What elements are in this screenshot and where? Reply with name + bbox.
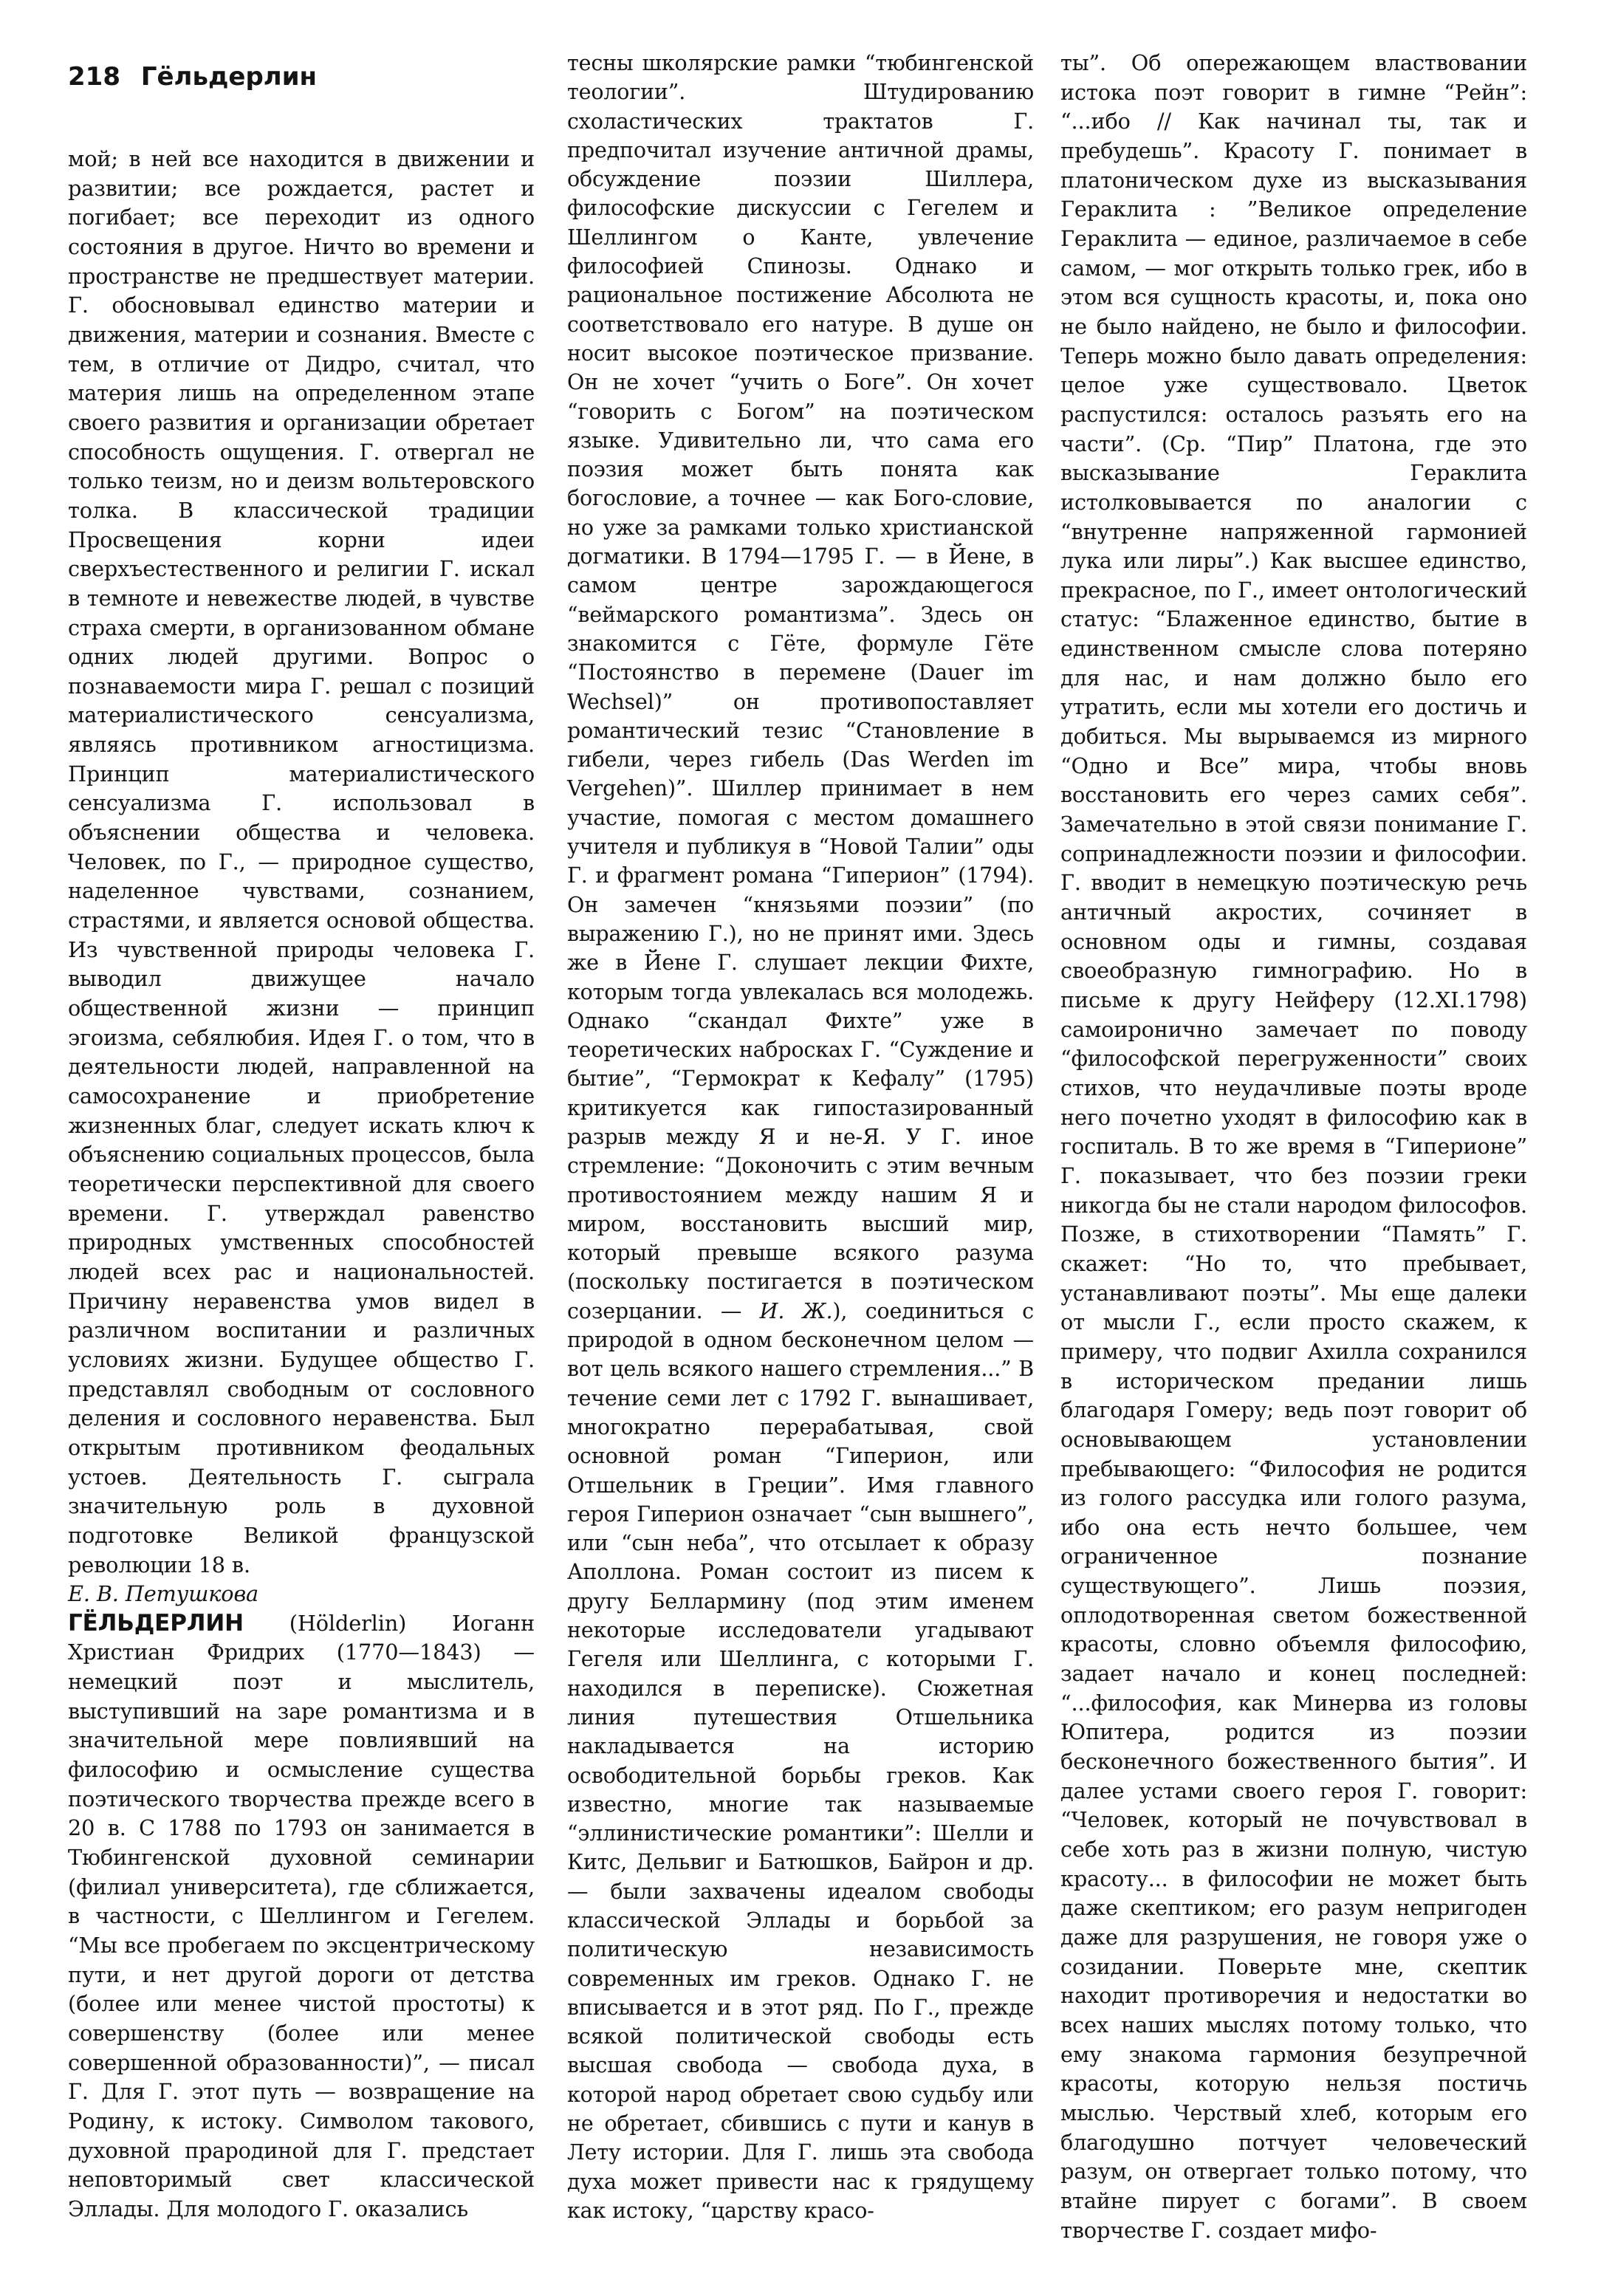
article-body-paragraph: мой; в ней все находится в движении и развитии; все рождается, растет и погибает; все переходит из одного состояния в другое. Ничто во времени и пространстве не предшествует материи. Г. обосновывал единство материи и движения, материи и сознания. Вместе с тем, в отличие от Дидро, считал, что материя лишь на определенном этапе своего развития и организации обретает способность ощущения. Г. отвергал не только теизм, но и деизм вольтеровского толка. В классической традиции Просвещения корни идеи сверхъестественного и религии Г. искал в темноте и невежестве людей, в чувстве страха смерти, в организованном обмане одних людей другими. Вопрос о познаваемости мира Г. решал с позиций материалистического сенсуализма, являясь противником агностицизма. Принцип материалистического сенсуализма Г. использовал в объяснении общества и человека. Человек, по Г., — природное существо, наделенное чувствами, сознанием, страстями, и является основой общества. Из чувственной природы человека Г. выводил движущее начало общественной жизни — принцип эгоизма, себялюбия. Идея Г. о том, что в деятельности людей, направленной на самосохранение и приобретение жизненных благ, следует искать ключ к объяснению социальных процессов, была теоретически перспективной для своего времени. Г. утверждал равенство природных умственных способностей людей всех рас и национальностей. Причину неравенства умов видел в различном воспитании и различных условиях жизни. Будущее общество Г. представлял свободным от сословного деления и сословного неравенства. Был открытым противником феодальных устоев. Деятельность Г. сыграла значительную роль в духовной подготовке Великой французской революции 18 в. [68,146,535,1577]
page-header [68,62,317,92]
author-signature: Е. В. Петушкова [68,1581,259,1607]
text-column-3 [1060,49,1527,2245]
author-initials: И. Ж. [759,1298,833,1323]
text-column-2 [567,49,1034,2225]
body-text-part-1: тесны школярские рамки “тюбингенской теологии”. Штудированию схоластических трактатов Г. предпочитал изучение античной драмы, обсуждение поэзии Шиллера, философские дискуссии с Гегелем и Шеллингом о Канте, увлечение философией Спинозы. Однако и рациональное постижение Абсолюта не соответствовало его натуре. В душе он носит высокое поэтическое призвание. Он не хочет “учить о Боге”. Он хочет “говорить с Богом” на поэтическом языке. Удивительно ли, что сама его поэзия может быть понята как богословие, а точнее — как Бого-словие, но уже за рамками только христианской догматики. В 1794—1795 Г. — в Йене, в самом центре зарождающегося “веймарского романтизма”. Здесь он знакомится с Гёте, формуле Гёте “Постоянство в перемене (Dauer im Wechsel)” он противопоставляет романтический тезис “Становление в гибели, через гибель (Das Werden im Vergehen)”. Шиллер принимает в нем участие, помогая с местом домашнего учителя и публикуя в “Новой Талии” оды Г. и фрагмент романа “Гиперион” (1794). Он замечен “князьями поэзии” (по выражению Г.), но не принят ими. Здесь же в Йене Г. слушает лекции Фихте, которым тогда увлекалась вся молодежь. Однако “скандал Фихте” уже в теоретических набросках Г. “Суждение и бытие”, “Гермократ к Кефалу” (1795) критикуется как гипостазированный разрыв между Я и не-Я. У Г. иное стремление: “Доконочить с этим вечным противостоянием между нашим Я и миром, восстановить высший мир, который превыше всякого разума (поскольку постигается в поэтическом созерцании. — [567,51,1034,1323]
running-title: Гёльдерлин [140,62,318,92]
text-column-1 [68,145,535,2224]
page-number: 218 [68,62,120,92]
entry-intro-text: (Hölderlin) Иоганн Христиан Фридрих (1770—1843) — немецкий поэт и мыслитель, выступивший на заре романтизма и в значительной мере повлиявший на философию и осмысление существа поэтического творчества прежде всего в 20 в. С 1788 по 1793 он занимается в Тюбингенской духовной семинарии (филиал университета), где сближается, в частности, с Шеллингом и Гегелем. “Мы все пробегаем по эксцентрическому пути, и нет другой дороги от детства (более или менее чистой простоты) к совершенству (более или менее совершенной образованности)”, — писал Г. Для Г. этот путь — возвращение на Родину, к истоку. Символом такового, духовной прародиной для Г. предстает неповторимый свет классической Эллады. Для молодого Г. оказались [68,1610,535,2221]
entry-headword: ГЁЛЬДЕРЛИН [68,1609,244,1637]
article-body-paragraph: ты”. Об опережающем властвовании истока поэт говорит в гимне “Рейн”: “...ибо // Как начинал ты, так и пребудешь”. Красоту Г. понимает в платоническом духе из высказывания Гераклита : ”Великое определение Гераклита — единое, различаемое в себе самом, — мог открыть только грек, ибо в этом вся сущность красоты, и, пока оно не было найдено, не было и философии. Теперь можно было давать определения: целое уже существовало. Цветок распустился: осталось разъять его на части”. (Ср. “Пир” Платона, где это высказывание Гераклита истолковывается по аналогии с “внутренне напряженной гармонией лука или лиры”.) Как высшее единство, прекрасное, по Г., имеет онтологический статус: “Блаженное единство, бытие в единственном смысле слова потеряно для нас, и нам должно было его утратить, если мы хотели его достичь и добиться. Мы вырываемся из мирного “Одно и Все” мира, чтобы вновь восстановить его через самих себя”. Замечательно в этой связи понимание Г. сопринадлежности поэзии и философии. Г. вводит в немецкую поэтическую речь античный акростих, сочиняет в основном оды и гимны, создавая своеобразную гимнографию. Но в письме к другу Нейферу (12.XI.1798) самоиронично замечает по поводу “философской перегруженности” своих стихов, что неудачливые поэты вроде него почетно уходят в философию как в госпиталь. В то же время в “Гиперионе” Г. показывает, что без поэзии греки никогда бы не стали народом философов. Позже, в стихотворении “Память” Г. скажет: “Но то, что пребывает, устанавливают поэты”. Мы еще далеки от мысли Г., если просто скажем, к примеру, что подвиг Ахилла сохранился в историческом предании лишь благодаря Гомеру; ведь поэт говорит об основывающем установлении пребывающего: “Философия не родится из голого рассудка или голого разума, ибо она есть нечто большее, чем ограниченное познание существующего”. Лишь поэзия, оплодотворенная светом божественной красоты, словно объемля философию, задает начало и конец последней: “...философия, как Минерва из головы Юпитера, родится из поэзии бесконечного божественного бытия”. И далее устами своего героя Г. говорит: “Человек, который не почувствовал в себе хоть раз в жизни полную, чистую красоту... в философии не может быть даже скептиком; его разум непригоден даже для разрушения, не говоря уже о созидании. Поверьте мне, скептик находит противоречия и недостатки во всех наших мыслях потому только, что ему знакома гармония безупречной красоты, которую нельзя постичь мыслью. Черствый хлеб, которым его благодушно потчует человеческий разум, он отвергает только потому, что втайне пирует с богами”. В своем творчестве Г. создает мифо- [1060,50,1527,2243]
article-entry-start [68,1609,535,2224]
body-text-part-2: ), соединиться с природой в одном бесконечном целом — вот цель всякого нашего стремления...” В течение семи лет с 1792 Г. вынашивает, многократно перерабатывая, свой основной роман “Гиперион, или Отшельник в Греции”. Имя главного героя Гиперион означает “сын вышнего”, или “сын неба”, что отсылает к образу Аполлона. Роман состоит из писем к другу Беллармину (под этим именем некоторые исследователи угадывают Гегеля или Шеллинга, с которыми Г. находился в переписке). Сюжетная линия путешествия Отшельника накладывается на историю освободительной борьбы греков. Как известно, многие так называемые “эллинистические романтики”: Шелли и Китс, Дельвиг и Батюшков, Байрон и др. — были захвачены идеалом свободы классической Эллады и борьбой за политическую независимость современных им греков. Однако Г. не вписывается и в этот ряд. По Г., прежде всякой политической свободы есть высшая свобода — свобода духа, в которой народ обретает свою судьбу или не обретает, сбившись с пути и канув в Лету истории. Для Г. лишь эта свобода духа может привести нас к грядущему как истоку, “царству красо- [567,1298,1034,2223]
article-body-paragraph [567,49,1034,2225]
